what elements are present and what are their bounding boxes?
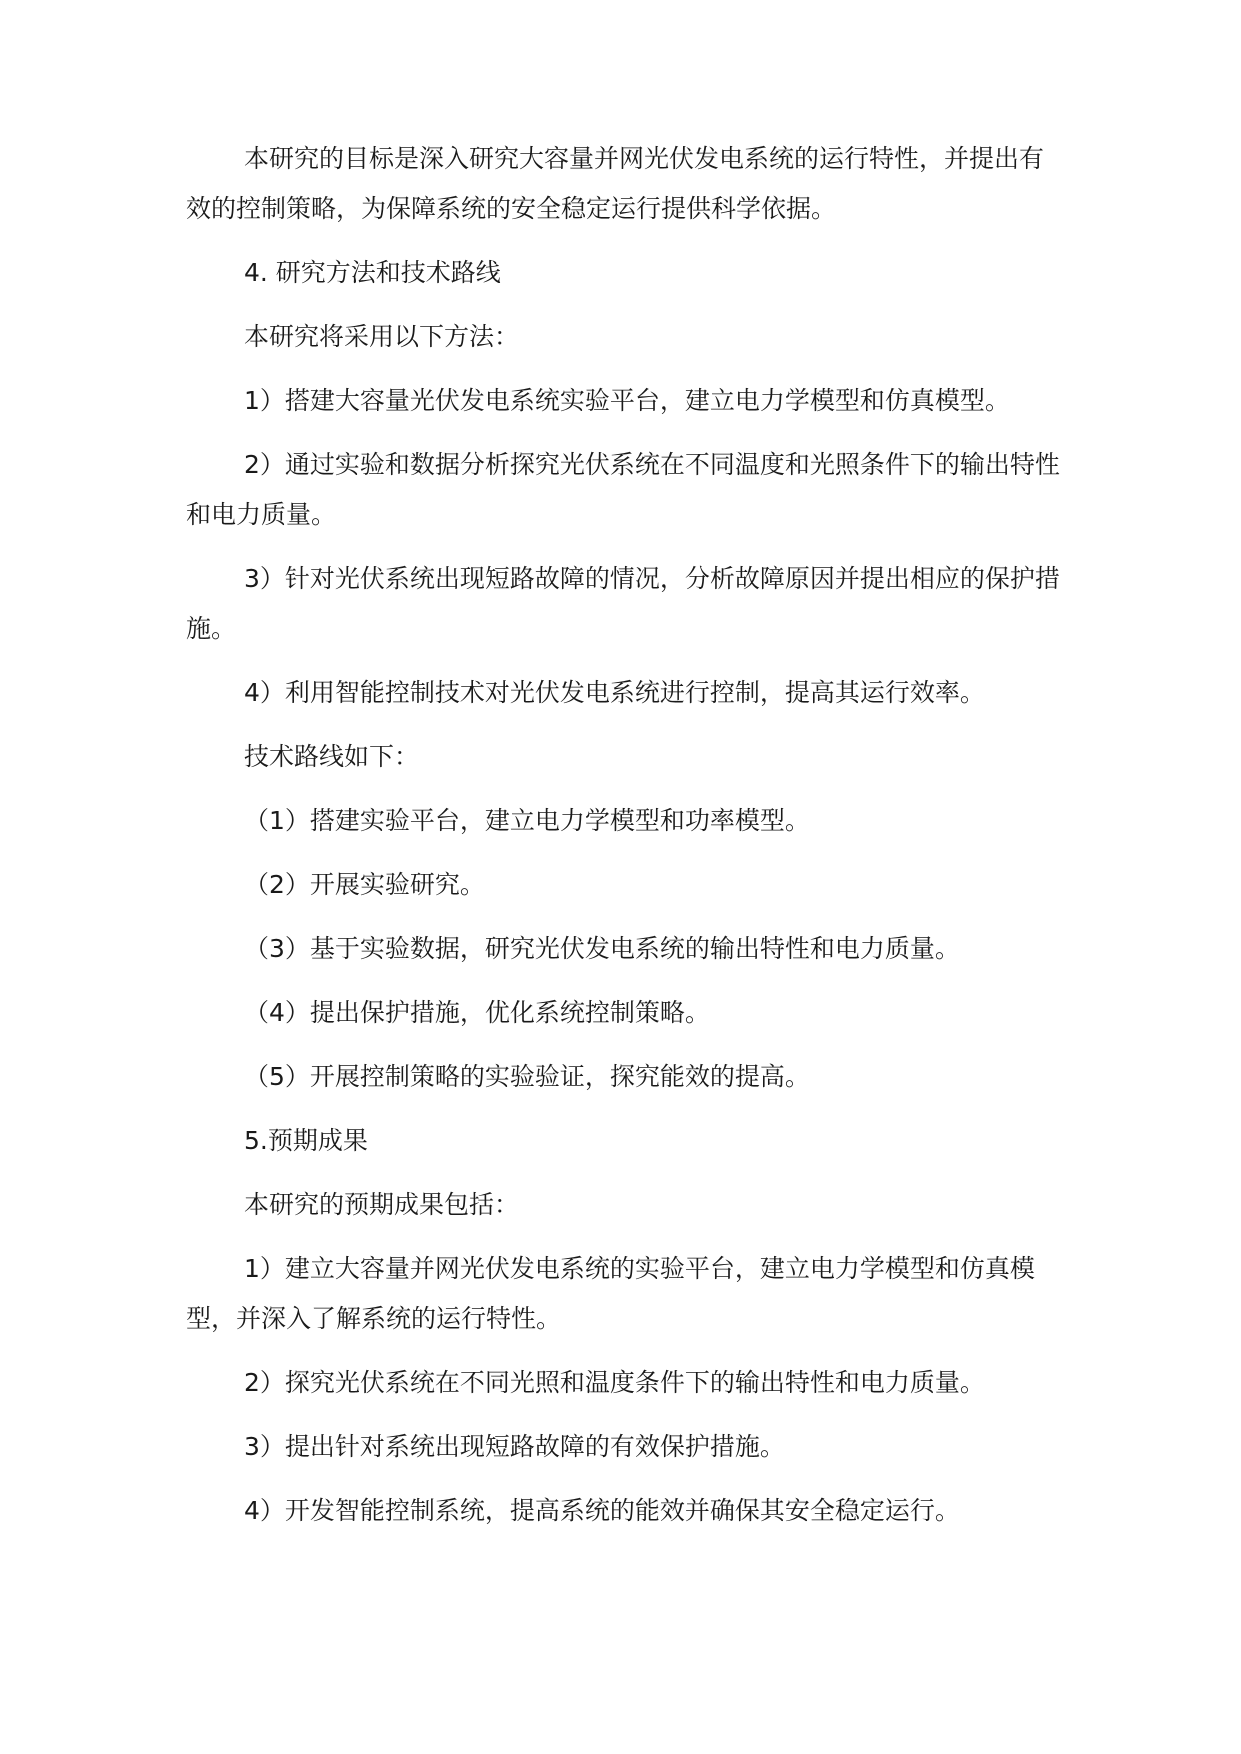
roadmap-item-3: （3）基于实验数据，研究光伏发电系统的输出特性和电力质量。: [244, 934, 960, 963]
roadmap-item-1: （1）搭建实验平台，建立电力学模型和功率模型。: [244, 806, 810, 835]
result-item-2: 2）探究光伏系统在不同光照和温度条件下的输出特性和电力质量。: [244, 1368, 985, 1397]
heading-expected-results: 5.预期成果: [244, 1126, 368, 1155]
paragraph-roadmap-intro: 技术路线如下：: [244, 742, 420, 771]
result-item-3: 3）提出针对系统出现短路故障的有效保护措施。: [244, 1432, 785, 1461]
method-item-3: 3）针对光伏系统出现短路故障的情况，分析故障原因并提出相应的保护措施。: [186, 564, 1060, 643]
paragraph-results-intro: 本研究的预期成果包括：: [244, 1190, 520, 1219]
result-item-4: 4）开发智能控制系统，提高系统的能效并确保其安全稳定运行。: [244, 1496, 960, 1525]
result-item-1: 1）建立大容量并网光伏发电系统的实验平台，建立电力学模型和仿真模型，并深入了解系统的运行特性。: [186, 1254, 1035, 1333]
method-item-4: 4）利用智能控制技术对光伏发电系统进行控制，提高其运行效率。: [244, 678, 985, 707]
method-item-1: 1）搭建大容量光伏发电系统实验平台，建立电力学模型和仿真模型。: [244, 386, 1010, 415]
roadmap-item-4: （4）提出保护措施，优化系统控制策略。: [244, 998, 710, 1027]
method-item-2: 2）通过实验和数据分析探究光伏系统在不同温度和光照条件下的输出特性和电力质量。: [186, 450, 1060, 529]
roadmap-item-5: （5）开展控制策略的实验验证，探究能效的提高。: [244, 1062, 810, 1091]
paragraph-objective: 本研究的目标是深入研究大容量并网光伏发电系统的运行特性，并提出有效的控制策略，为保障系统的安全稳定运行提供科学依据。: [186, 144, 1045, 223]
paragraph-methods-intro: 本研究将采用以下方法：: [244, 322, 520, 351]
roadmap-item-2: （2）开展实验研究。: [244, 870, 485, 899]
document-body: [186, 134, 1066, 1550]
heading-methods: 4. 研究方法和技术路线: [244, 258, 501, 287]
